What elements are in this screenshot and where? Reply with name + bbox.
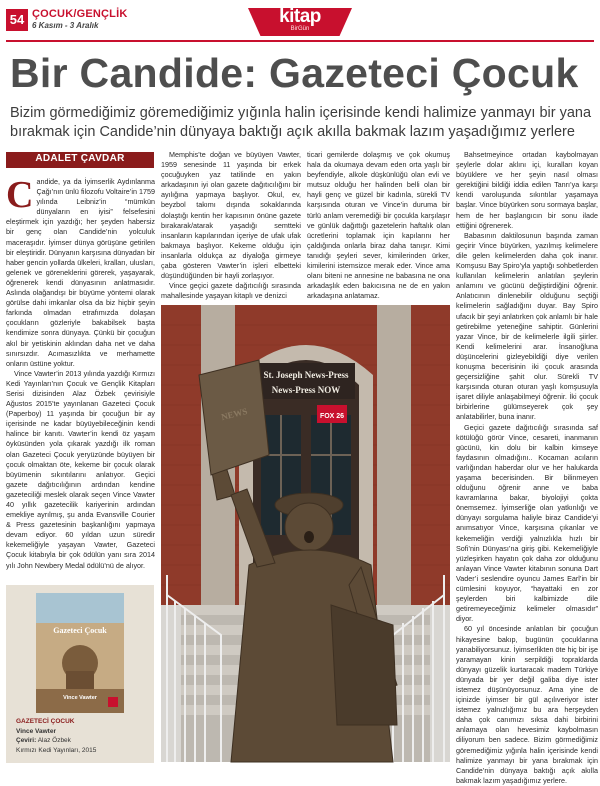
translator-label: Çeviri:	[16, 737, 37, 744]
drop-cap: C	[6, 174, 34, 216]
article-column-4	[456, 150, 598, 785]
book-translator	[16, 736, 146, 746]
book-cover	[36, 593, 124, 713]
page-title: Bir Candide: Gazeteci Çocuk	[10, 50, 579, 96]
book-info-box	[6, 585, 154, 763]
paragraph: Babasının daktilosunun başında zaman geçirir Vince büyürken, yazılmış kelimelere dile gelen kelimelerden daha çok inanır. Komşusu Bay Spiro’yla yaptığı sohbetlerden kullanılan kelimelerin anlatılan şeylerin anlamını ve gücünü değiştirdiğini öğrenir. Anlatıcının dinlenebilir olduğunu seçtiği kelimelerin sağladığını duyar. Bay Spiro ufacık bir şeyi anlatırken çok anlamlı bir hale getirebilme yeteneğine sahiptir. Günlerini yazar Vince, bir de kelimelerle ilgili şiirler. Kendi kelimelerini arar. İnsanoğluna düşüncelerini gizleyebildiği diye verilen konuşma becerisinin iki çocuk arasında geçersizliğine şahit olur. Sürekli TV karşısında oturan oturan yaşlı komşusuyla işaret diliyle anlaşabilmeyi öğrenir. İki çocuk birbirlerine gülümseyerek çok şey anlatabilirler, buna inanır.	[456, 230, 598, 422]
paragraph: Vince geçici gazete dağıtıcılığı sırasında mahallesinde yaşayan kitaplı ve denizci	[161, 281, 301, 301]
sign-line-1: St. Joseph News-Press	[263, 370, 349, 380]
author-byline: ADALET ÇAVDAR	[35, 153, 125, 164]
article-deck: Bizim görmediğimiz göremediğimiz yığınla halin içerisinde kendi halimize yanmayı bir yana bırakmak için Candide’nin dünyaya baktığı açık akılla bakmak lazım yaşadığımız yerlere	[10, 105, 592, 140]
header-rule	[6, 40, 594, 42]
photo-illustration	[161, 305, 450, 762]
paragraph: Memphis’te doğan ve büyüyen Vawter, 1959 senesinde 11 yaşında bir erkek çocuğuyken yaz tatilinde en yakın arkadaşının iyi olan gazete dağıtıcılığını bir ayılığına yapmaya başlıyor. Okul, ev, beyzbol takımı dışında sokaklarında dolaştığı kentin her kapısının önüne gazete bırakarak/atarak yaşadığı semtteki insanların kapılarından içeriye de ufak ufak bakmaya başlıyor. Kekeme olduğu için insanlarla oldukça az diyaloğa girmeye çaba gösteren Vawter’in işleri elbetteki düşündüğünden bir hayli zorlaşıyor.	[161, 150, 301, 281]
newspaper-text: NEWS	[220, 406, 249, 423]
book-cover-author: Vince Vawter	[63, 695, 97, 701]
kitap-logo: kitap	[279, 6, 321, 27]
paragraph: 60 yıl öncesinde anlatılan bir çocuğun hikayesine bakıp, bugünün çocuklarına yanabiliyorsunuz. İyimserlikten öte hiç bir işe yaramayan kinin serpildiği topraklarda dünyayı güzelik kurtaracak madem Türkiye dünyada bir yer değil galiba diye ister istemez düşünüyorsunuz. Ama yine de içinizde iyimser bir gül açılıveriyor ister istemez yalnızlığımız bu ara herşeyden daha çok canımızı sıksa dahi birbirini anlamaya olan hevesimiz kaybolmasın diliyorum ben sadece. Bizim görmediğimiz göremediğimiz yığınla halin içerisinde kendi halimize yanmayı bir yana bırakmak için Candide’nin dünyaya baktığı açık akılla bakmak lazım yaşadığımız yerlere.	[456, 624, 598, 785]
logo-subtitle: BirGün	[290, 26, 310, 32]
newsboy-statue-photo	[161, 305, 450, 762]
article-column-2	[161, 150, 301, 300]
page-number: 54	[6, 9, 28, 31]
book-publisher: Kırmızı Kedi Yayınları, 2015	[16, 746, 97, 754]
fox-logo: FOX 26	[319, 413, 345, 420]
translator-name: Alaz Özbek	[37, 737, 71, 744]
article-column-3	[307, 150, 450, 300]
paragraph: Vince Vawter’in 2013 yılında yazdığı Kırmızı Kedi Yayınları’nın Çocuk ve Gençlik Kitapları Serisi dizisinden Alaz Özbek çevirisiyle Ağustos 2015’te yayınlanan Gazeteci Çocuk (Paperboy) 11 yaşında bir çocuğun bir ay içerisinde ne kadar büyüyebileceğinin kendi halince bir kanıtı. Vawter’in kendi öz yaşam öyküsünden yola çıkarak yazdığı ilk roman olan Gazeteci Çocuk yeryüzünde büyüyen bir çocuk olmaktan öte, kekeme bir çocuk olarak büyümenin sıkıntılarını anlatıyor. Geçici gazete dağıtıcılığının ardından kendine gazeteciliği meslek olarak seçen Vince Vawter 40 yıllık gazetecilik kariyerinin ardından emekliye ayrılmış, şu anda Evansville Courier & Press gazetesinin başkanlığını yapmaya devam ediyor. 60 yıldan uzun süredir kekemeliğiyle yaşayan Vawter, Gazeteci Çocuk kitabıyla bir çok ödülün yanı sıra 2014 yılı John Newbery Medal ödülü’nü de alıyor.	[6, 368, 155, 570]
paragraph: Bahsetmeyince ortadan kaybolmayan şeylerle dolar aklını içi, kuralları koyan büyüklere ve her şeyin nasıl olması gerektiğini bildiği iddia edilen Tanrı’ya karşı kendi varoluşunda sıkıntılar yaşamaya başlar. Vince büyürken soru sormaya başlar, hem de her başlangıcın bir sonu ilade ettiğini öğrenerek.	[456, 150, 598, 230]
article-column-1	[6, 174, 155, 582]
sign-line-2: News-Press NOW	[271, 385, 341, 395]
paragraph: ticari gemilerde dolaşmış ve çok okumuş hala da okumaya devam eden orta yaşlı bir beyfendiyle, alkole düşkünlüğü olan evli ve mutsuz olduğu her halinden belli olan bir hayli genç ve güzel bir kadınla, sürekli TV karşısında oturan ve Vince’in duruma bir türlü anlam veremediği bir çocukla karşılaşır ve günlük dağıttığı gazetelerin haftalık olan ücretlerini toplamak için kapılarını her çaldığında onlarla biraz daha tanışır. Kimi tanıdığı şeyleri sever, kimilerinden ürker, kimilerini istemsizce merak eder. Vince ama olanı biteni ne annesine ne babasına ne ona arkadaşlık eden bakıcısına ne de en yakın arkadaşına anlatamaz.	[307, 150, 450, 301]
book-details	[16, 717, 146, 755]
book-author: Vince Vawter	[16, 727, 56, 735]
section-label: ÇOCUK/GENÇLİK	[32, 8, 128, 20]
issue-date: 6 Kasım - 3 Aralık	[32, 21, 99, 30]
book-title: GAZETECİ ÇOCUK	[16, 718, 75, 725]
book-cover-title: Gazeteci Çocuk	[53, 626, 107, 635]
paragraph: andide, ya da İyimserlik Aydınlanma Çağı’nın ünlü filozofu Voltaire’in 1759 yılında Leibniz’in “mümkün dünyaların en iyisi” felsefesini eleştirmek için yazdığı; her şeyden habersiz bir genç olan Candide’nin yolculuk maceraşıdır. İyimser dünya görüşüne getirilen bir eleştiridir. Dünyanın karşısına dünyadan bir haber gencin yollarda ülkeleri, kralları, ulusları, gelenek ve göreneklerini görerek, yaşayarak, öğrenerek kendi dünyasının anlatmasıdır. Aslında olağandışı bir büyüme yöntemi olarak görülse dahi imkanlar olsa da biz hiçbir şeyin farkında olmadan etrafımızda dolaşan çocukların gözleriyle bakabilsek başta kendimize sonra dünyaya. Çünkü bir çocuğun akıl bir yetiskinin aklından daha net ve daha sınırsızdır. Acımasızlıkta ve merhamette onların üstüne yoktur.	[6, 177, 155, 368]
paragraph: Geçici gazete dağıtıcılığı sırasında saf kötülüğü görür Vince, cesareti, inanmanın gücünü, kin dolu bir kalbin kimseye faydasının olmadığını.. Kocaman acıların varlığından haberdar olur ve her halukarda yaşama becerisinden. Bir bilinmeyen olduğunu öğrenir anne ve baba kavramlarına bakar, biyolojiyi çokta önemsemez. İyimserliğe olan yatkınlığı ve dünyayı sorgulama haliyle biraz Candide’yi anımsatıyor Vince, karşısına çıkanlar ve kekemeliğin verdiği yalnızlıkla hızlı bir Sofi’nin Dünyası’na giriş gibi. Kekemeliğiyle yüzleşirken hayatın çok daha zor olduğunu anlayan Vince Vawter kitabının sonuna Dart Vader’i seslendire oyuncu James Earl’in bir cümlesini koyuyor, “hayattaki en zor şeylerden biri kalbimizde dile getiremeyeceğimiz kelimeler olmasıdır” diyor.	[456, 422, 598, 624]
